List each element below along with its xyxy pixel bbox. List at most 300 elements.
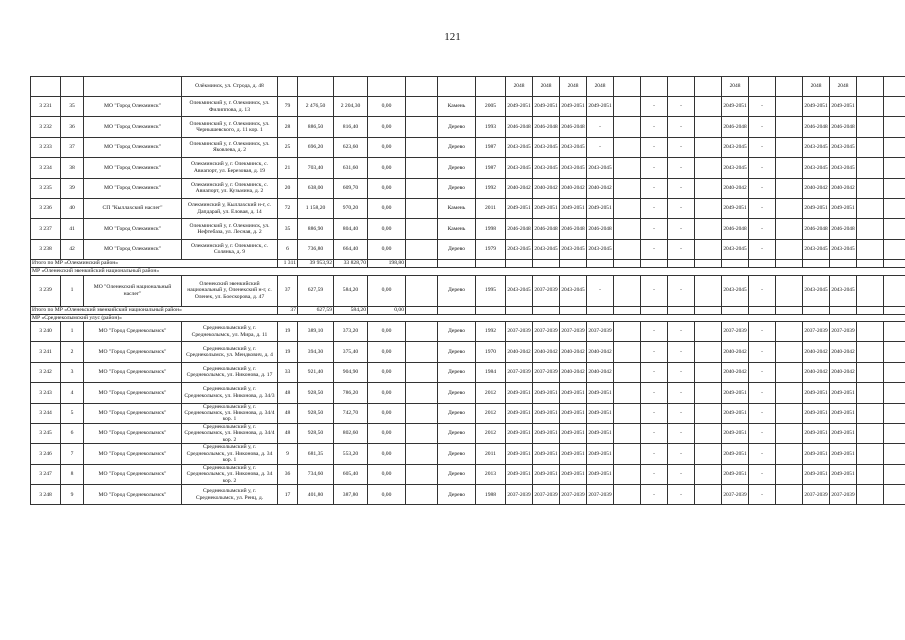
cell-repair-period: 2048 [560,77,587,97]
cell-living-area: 605,40 [334,464,368,484]
cell-repair-period: - [641,444,668,464]
cell-repair-period [884,485,905,505]
cell-total-area: 401,80 [298,485,334,505]
cell-repair-period: 2037-2039 [587,321,614,341]
cell-repair-period: 2049-2051 [722,444,749,464]
cell-living-area: 802,60 [334,423,368,443]
cell-address: Среднеколымский у, г. Среднеколымск, ул. Ренц, д. [182,485,278,505]
cell-id: 3 239 [31,275,61,306]
cell-repair-period [695,403,722,423]
cell-id: 3 245 [31,423,61,443]
cell-empty [587,306,614,314]
cell-repair-period: - [668,423,695,443]
cell-repair-period [614,77,641,97]
cell-address: Олекминский у, Кыллахский н-г, с. Дапдарай, ул. Еловая, д. 14 [182,198,278,218]
summary-row [31,306,905,314]
cell-total-area: 928,50 [298,403,334,423]
cell-other-area: 0,00 [368,97,406,117]
cell-repair-period: 2040-2042 [560,362,587,382]
cell-repair-period [695,239,722,259]
cell-repair-period [614,403,641,423]
cell-repair-period [614,239,641,259]
cell-repair-period [857,423,884,443]
cell-wall-material: Дерево [438,178,476,198]
cell-total-area [298,77,334,97]
cell-address: Среднеколымский у, г. Среднеколымск, ул. Никонова, д. 34 кор. 1 [182,444,278,464]
cell-repair-period: 2037-2039 [533,321,560,341]
cell-number [61,77,84,97]
cell-organization: МО "Город Среднеколымск" [84,423,182,443]
cell-repair-period: 2037-2039 [722,321,749,341]
cell-living-area: 553,20 [334,444,368,464]
cell-repair-period [776,117,803,137]
cell-empty [406,219,438,239]
cell-empty [406,198,438,218]
cell-residents: 20 [278,178,298,198]
cell-address: Олекминский у, г. Олекминск, ул. Яковлева, д. 2 [182,137,278,157]
cell-repair-period: 2046-2048 [506,117,533,137]
cell-repair-period: 2046-2048 [533,117,560,137]
cell-address: Среднеколымский у, г. Среднеколымск, ул. Никонова, д. 34/4 кор. 2 [182,423,278,443]
cell-repair-period: 2049-2051 [587,444,614,464]
cell-repair-period: - [749,321,776,341]
cell-repair-period: 2048 [533,77,560,97]
cell-build-year: 1979 [476,239,506,259]
cell-other-area: 0,00 [368,275,406,306]
cell-repair-period: 2043-2045 [560,275,587,306]
cell-other-area: 0,00 [368,219,406,239]
cell-repair-period: 2037-2039 [506,485,533,505]
cell-repair-period: 2040-2042 [830,362,857,382]
cell-repair-period: - [749,423,776,443]
cell-repair-period: 2049-2051 [722,383,749,403]
cell-empty [406,178,438,198]
cell-repair-period: 2040-2042 [830,342,857,362]
cell-build-year [476,77,506,97]
cell-organization: МО "Город Олекминск" [84,117,182,137]
cell-repair-period: 2048 [722,77,749,97]
cell-repair-period: 2037-2039 [830,485,857,505]
cell-repair-period: 2049-2051 [830,403,857,423]
cell-repair-period: 2040-2042 [587,362,614,382]
cell-address: Среднеколымский у, г. Среднеколымск, ул. Никонова, д. 34/3 [182,383,278,403]
section-title: МР «Оленекский эвенкийский национальный район» [31,268,905,275]
cell-repair-period [776,423,803,443]
cell-repair-period: 2049-2051 [803,97,830,117]
cell-repair-period: - [668,321,695,341]
cell-residents: 25 [278,137,298,157]
cell-organization: МО "Город Олекминск" [84,158,182,178]
cell-living-area: 970,20 [334,198,368,218]
cell-repair-period [776,97,803,117]
cell-residents: 37 [278,275,298,306]
cell-repair-period: 2049-2051 [560,198,587,218]
cell-repair-period: - [641,464,668,484]
cell-repair-period [695,423,722,443]
cell-repair-period: - [587,117,614,137]
cell-living-area: 609,70 [334,178,368,198]
cell-repair-period [695,117,722,137]
cell-build-year: 1998 [476,219,506,239]
cell-total-area: 736,80 [298,239,334,259]
cell-repair-period: - [668,403,695,423]
cell-repair-period: - [749,158,776,178]
cell-repair-period [695,383,722,403]
cell-repair-period: 2043-2045 [560,137,587,157]
cell-living-area: 584,20 [334,275,368,306]
cell-repair-period: 2043-2045 [830,137,857,157]
cell-repair-period [857,77,884,97]
cell-area-total: 627,59 [298,306,334,314]
cell-total-area: 696,20 [298,137,334,157]
cell-empty [506,306,533,314]
cell-empty [560,306,587,314]
cell-repair-period: - [749,485,776,505]
cell-repair-period: - [749,275,776,306]
cell-wall-material: Камень [438,198,476,218]
cell-repair-period: 2040-2042 [506,178,533,198]
cell-repair-period [614,275,641,306]
cell-organization: МО "Город Среднеколымск" [84,444,182,464]
cell-repair-period: - [641,383,668,403]
cell-repair-period [857,198,884,218]
cell-organization: МО "Город Среднеколымск" [84,321,182,341]
cell-repair-period [614,158,641,178]
cell-other-area: 0,00 [368,158,406,178]
cell-repair-period [614,485,641,505]
cell-address: Среднеколымский у, г. Среднеколымск, ул. Никонова, д. 17 [182,362,278,382]
cell-build-year: 2005 [476,97,506,117]
cell-empty [857,306,884,314]
cell-id: 3 242 [31,362,61,382]
cell-organization: МО "Оленекский национальный наслег" [84,275,182,306]
cell-organization: МО "Город Среднеколымск" [84,485,182,505]
cell-empty [406,321,438,341]
cell-total-area: 928,50 [298,383,334,403]
cell-repair-period: 2049-2051 [722,464,749,484]
table-row [31,239,905,259]
cell-repair-period: 2043-2045 [803,239,830,259]
cell-other-area [368,77,406,97]
cell-repair-period [695,158,722,178]
cell-repair-period [776,239,803,259]
cell-repair-period: 2037-2039 [803,321,830,341]
cell-other-area: 0,00 [368,178,406,198]
cell-residents: 36 [278,464,298,484]
cell-residents: 79 [278,97,298,117]
cell-repair-period [857,275,884,306]
table-row [31,275,905,306]
cell-repair-period: - [749,178,776,198]
cell-repair-period: 2049-2051 [560,423,587,443]
cell-other-area: 0,00 [368,117,406,137]
cell-residents: 33 [278,362,298,382]
cell-repair-period: 2049-2051 [506,423,533,443]
cell-repair-period: 2040-2042 [722,362,749,382]
cell-repair-period: 2043-2045 [830,239,857,259]
cell-repair-period: - [668,239,695,259]
cell-repair-period: 2043-2045 [722,239,749,259]
cell-living-area: 742,70 [334,403,368,423]
cell-repair-period [857,117,884,137]
cell-repair-period: - [749,464,776,484]
cell-repair-period [695,97,722,117]
cell-organization: МО "Город Олекминск" [84,137,182,157]
cell-repair-period: - [668,444,695,464]
cell-other-area: 0,00 [368,423,406,443]
cell-empty [587,260,614,268]
cell-repair-period: 2037-2039 [587,485,614,505]
cell-repair-period [857,321,884,341]
cell-repair-period: 2049-2051 [830,97,857,117]
cell-other-area: 0,00 [368,444,406,464]
cell-empty [884,260,905,268]
cell-repair-period: 2049-2051 [830,383,857,403]
cell-repair-period: - [641,178,668,198]
table-row [31,403,905,423]
cell-build-year: 2011 [476,444,506,464]
cell-repair-period: 2040-2042 [722,178,749,198]
cell-repair-period: 2037-2039 [722,485,749,505]
cell-empty [476,306,506,314]
cell-build-year: 1984 [476,362,506,382]
cell-total-area: 886,90 [298,219,334,239]
cell-build-year: 2012 [476,403,506,423]
cell-id [31,77,61,97]
cell-wall-material: Дерево [438,423,476,443]
cell-repair-period: - [749,342,776,362]
cell-repair-period [857,342,884,362]
cell-build-year: 2012 [476,383,506,403]
cell-repair-period [695,342,722,362]
table-row [31,198,905,218]
cell-empty [803,306,830,314]
cell-repair-period: 2043-2045 [830,158,857,178]
cell-other-area: 0,00 [368,485,406,505]
cell-address: Среднеколымский у, г. Среднеколымск, ул. Мендкович, д. 4 [182,342,278,362]
cell-number: 1 [61,321,84,341]
cell-repair-period: 2049-2051 [533,97,560,117]
cell-empty [406,117,438,137]
cell-repair-period [857,158,884,178]
cell-repair-period [884,321,905,341]
cell-repair-period: - [641,403,668,423]
cell-repair-period [884,117,905,137]
cell-repair-period: 2046-2048 [722,117,749,137]
cell-empty [533,306,560,314]
cell-repair-period: 2037-2039 [533,275,560,306]
table-row [31,485,905,505]
cell-total-area: 2 476,50 [298,97,334,117]
cell-wall-material: Камень [438,219,476,239]
cell-empty [749,260,776,268]
section-header-row [31,314,905,321]
cell-address: Оленекский эвенкийский национальный у, Оленекский н-г, с. Оленек, ул. Боескорова, д. 47 [182,275,278,306]
cell-empty [722,306,749,314]
cell-repair-period: 2037-2039 [560,321,587,341]
cell-empty [533,260,560,268]
cell-empty [476,260,506,268]
cell-repair-period: 2040-2042 [506,342,533,362]
cell-repair-period [857,464,884,484]
cell-repair-period: 2046-2048 [803,117,830,137]
cell-empty [406,423,438,443]
cell-repair-period: 2046-2048 [560,117,587,137]
cell-number: 4 [61,383,84,403]
cell-repair-period [884,423,905,443]
cell-repair-period: 2049-2051 [587,423,614,443]
cell-address: Олекминский у, г. Олекминск, с. Авиапорт, ул. Кузьмина, д. 2 [182,178,278,198]
cell-id: 3 233 [31,137,61,157]
cell-repair-period [776,137,803,157]
cell-repair-period: - [668,198,695,218]
cell-other-area: 0,00 [368,383,406,403]
cell-repair-period [614,198,641,218]
cell-repair-period: 2043-2045 [722,137,749,157]
table-row [31,158,905,178]
cell-address: Олёкминск, ул. Строда, д. 48 [182,77,278,97]
cell-wall-material: Дерево [438,464,476,484]
cell-repair-period: - [668,383,695,403]
cell-floors-total: 37 [278,306,298,314]
cell-repair-period: - [749,198,776,218]
cell-repair-period: - [749,383,776,403]
cell-repair-period: 2040-2042 [803,178,830,198]
cell-repair-period: - [641,485,668,505]
cell-repair-period: 2049-2051 [803,198,830,218]
cell-total-area: 389,10 [298,321,334,341]
cell-repair-period: - [641,423,668,443]
cell-repair-period [884,219,905,239]
cell-repair-period [776,485,803,505]
cell-floors-total: 1 311 [278,260,298,268]
cell-number: 1 [61,275,84,306]
cell-repair-period: 2040-2042 [587,342,614,362]
cell-address: Среднеколымский у, г. Среднеколымск, ул. Мира, д. 11 [182,321,278,341]
cell-repair-period: 2040-2042 [533,342,560,362]
cell-empty [406,239,438,259]
cell-repair-period [857,219,884,239]
cell-repair-period [884,342,905,362]
cell-repair-period [695,321,722,341]
summary-label: Итого по МР «Оленекский эвенкийский национальный район» [31,306,278,314]
cell-repair-period: - [668,485,695,505]
cell-repair-period: - [668,275,695,306]
cell-repair-period: 2049-2051 [533,464,560,484]
cell-living-area: 387,80 [334,485,368,505]
cell-repair-period: 2049-2051 [506,97,533,117]
cell-repair-period: 2043-2045 [533,239,560,259]
cell-repair-period [695,137,722,157]
cell-id: 3 246 [31,444,61,464]
cell-repair-period: - [668,219,695,239]
cell-repair-period: - [749,137,776,157]
cell-wall-material: Дерево [438,275,476,306]
cell-other-total: 0,00 [368,306,406,314]
cell-empty [438,306,476,314]
cell-repair-period: 2049-2051 [560,464,587,484]
cell-empty [406,342,438,362]
cell-repair-period: 2049-2051 [533,383,560,403]
cell-repair-period [614,321,641,341]
cell-empty [406,158,438,178]
cell-total-area: 638,00 [298,178,334,198]
cell-repair-period: - [668,342,695,362]
cell-repair-period: 2049-2051 [587,97,614,117]
cell-repair-period: - [641,362,668,382]
cell-repair-period [695,219,722,239]
housing-register-table [30,76,905,505]
cell-repair-period [695,178,722,198]
cell-repair-period [884,137,905,157]
cell-repair-period: 2049-2051 [830,444,857,464]
cell-repair-period: 2049-2051 [533,403,560,423]
cell-repair-period: 2048 [803,77,830,97]
cell-organization: МО "Город Олекминск" [84,219,182,239]
cell-repair-period [884,464,905,484]
cell-repair-period [614,137,641,157]
cell-empty [668,306,695,314]
cell-repair-period: 2043-2045 [722,158,749,178]
cell-build-year: 1988 [476,485,506,505]
cell-other-area: 0,00 [368,362,406,382]
cell-repair-period [884,198,905,218]
cell-repair-period: 2043-2045 [722,275,749,306]
cell-repair-period: 2049-2051 [722,97,749,117]
cell-living-area: 786,20 [334,383,368,403]
cell-repair-period: 2043-2045 [560,239,587,259]
cell-repair-period: - [641,97,668,117]
cell-repair-period [749,77,776,97]
cell-wall-material: Дерево [438,403,476,423]
cell-empty [406,275,438,306]
cell-repair-period: 2049-2051 [587,464,614,484]
cell-id: 3 243 [31,383,61,403]
cell-repair-period: 2040-2042 [803,362,830,382]
cell-other-area: 0,00 [368,342,406,362]
table-row [31,423,905,443]
cell-build-year: 1987 [476,137,506,157]
cell-repair-period: - [668,97,695,117]
cell-other-area: 0,00 [368,321,406,341]
cell-id: 3 235 [31,178,61,198]
cell-area-total: 39 953,92 [298,260,334,268]
cell-address: Олекминский у, г. Олекминск, ул. Филиппова, д. 13 [182,97,278,117]
cell-total-area: 734,60 [298,464,334,484]
cell-repair-period [776,464,803,484]
cell-repair-period: 2040-2042 [722,342,749,362]
cell-repair-period: 2046-2048 [560,219,587,239]
cell-wall-material: Дерево [438,321,476,341]
cell-repair-period: 2043-2045 [506,137,533,157]
cell-build-year: 2013 [476,464,506,484]
cell-repair-period: - [641,198,668,218]
cell-number: 2 [61,342,84,362]
cell-repair-period: 2049-2051 [533,198,560,218]
cell-repair-period: - [641,321,668,341]
cell-empty [614,306,641,314]
table-row [31,77,905,97]
cell-empty [722,260,749,268]
cell-repair-period: 2049-2051 [506,444,533,464]
cell-number: 42 [61,239,84,259]
cell-wall-material: Дерево [438,158,476,178]
cell-repair-period [776,342,803,362]
cell-residents: 48 [278,403,298,423]
cell-id: 3 231 [31,97,61,117]
cell-repair-period: - [668,362,695,382]
cell-repair-period: 2049-2051 [803,423,830,443]
